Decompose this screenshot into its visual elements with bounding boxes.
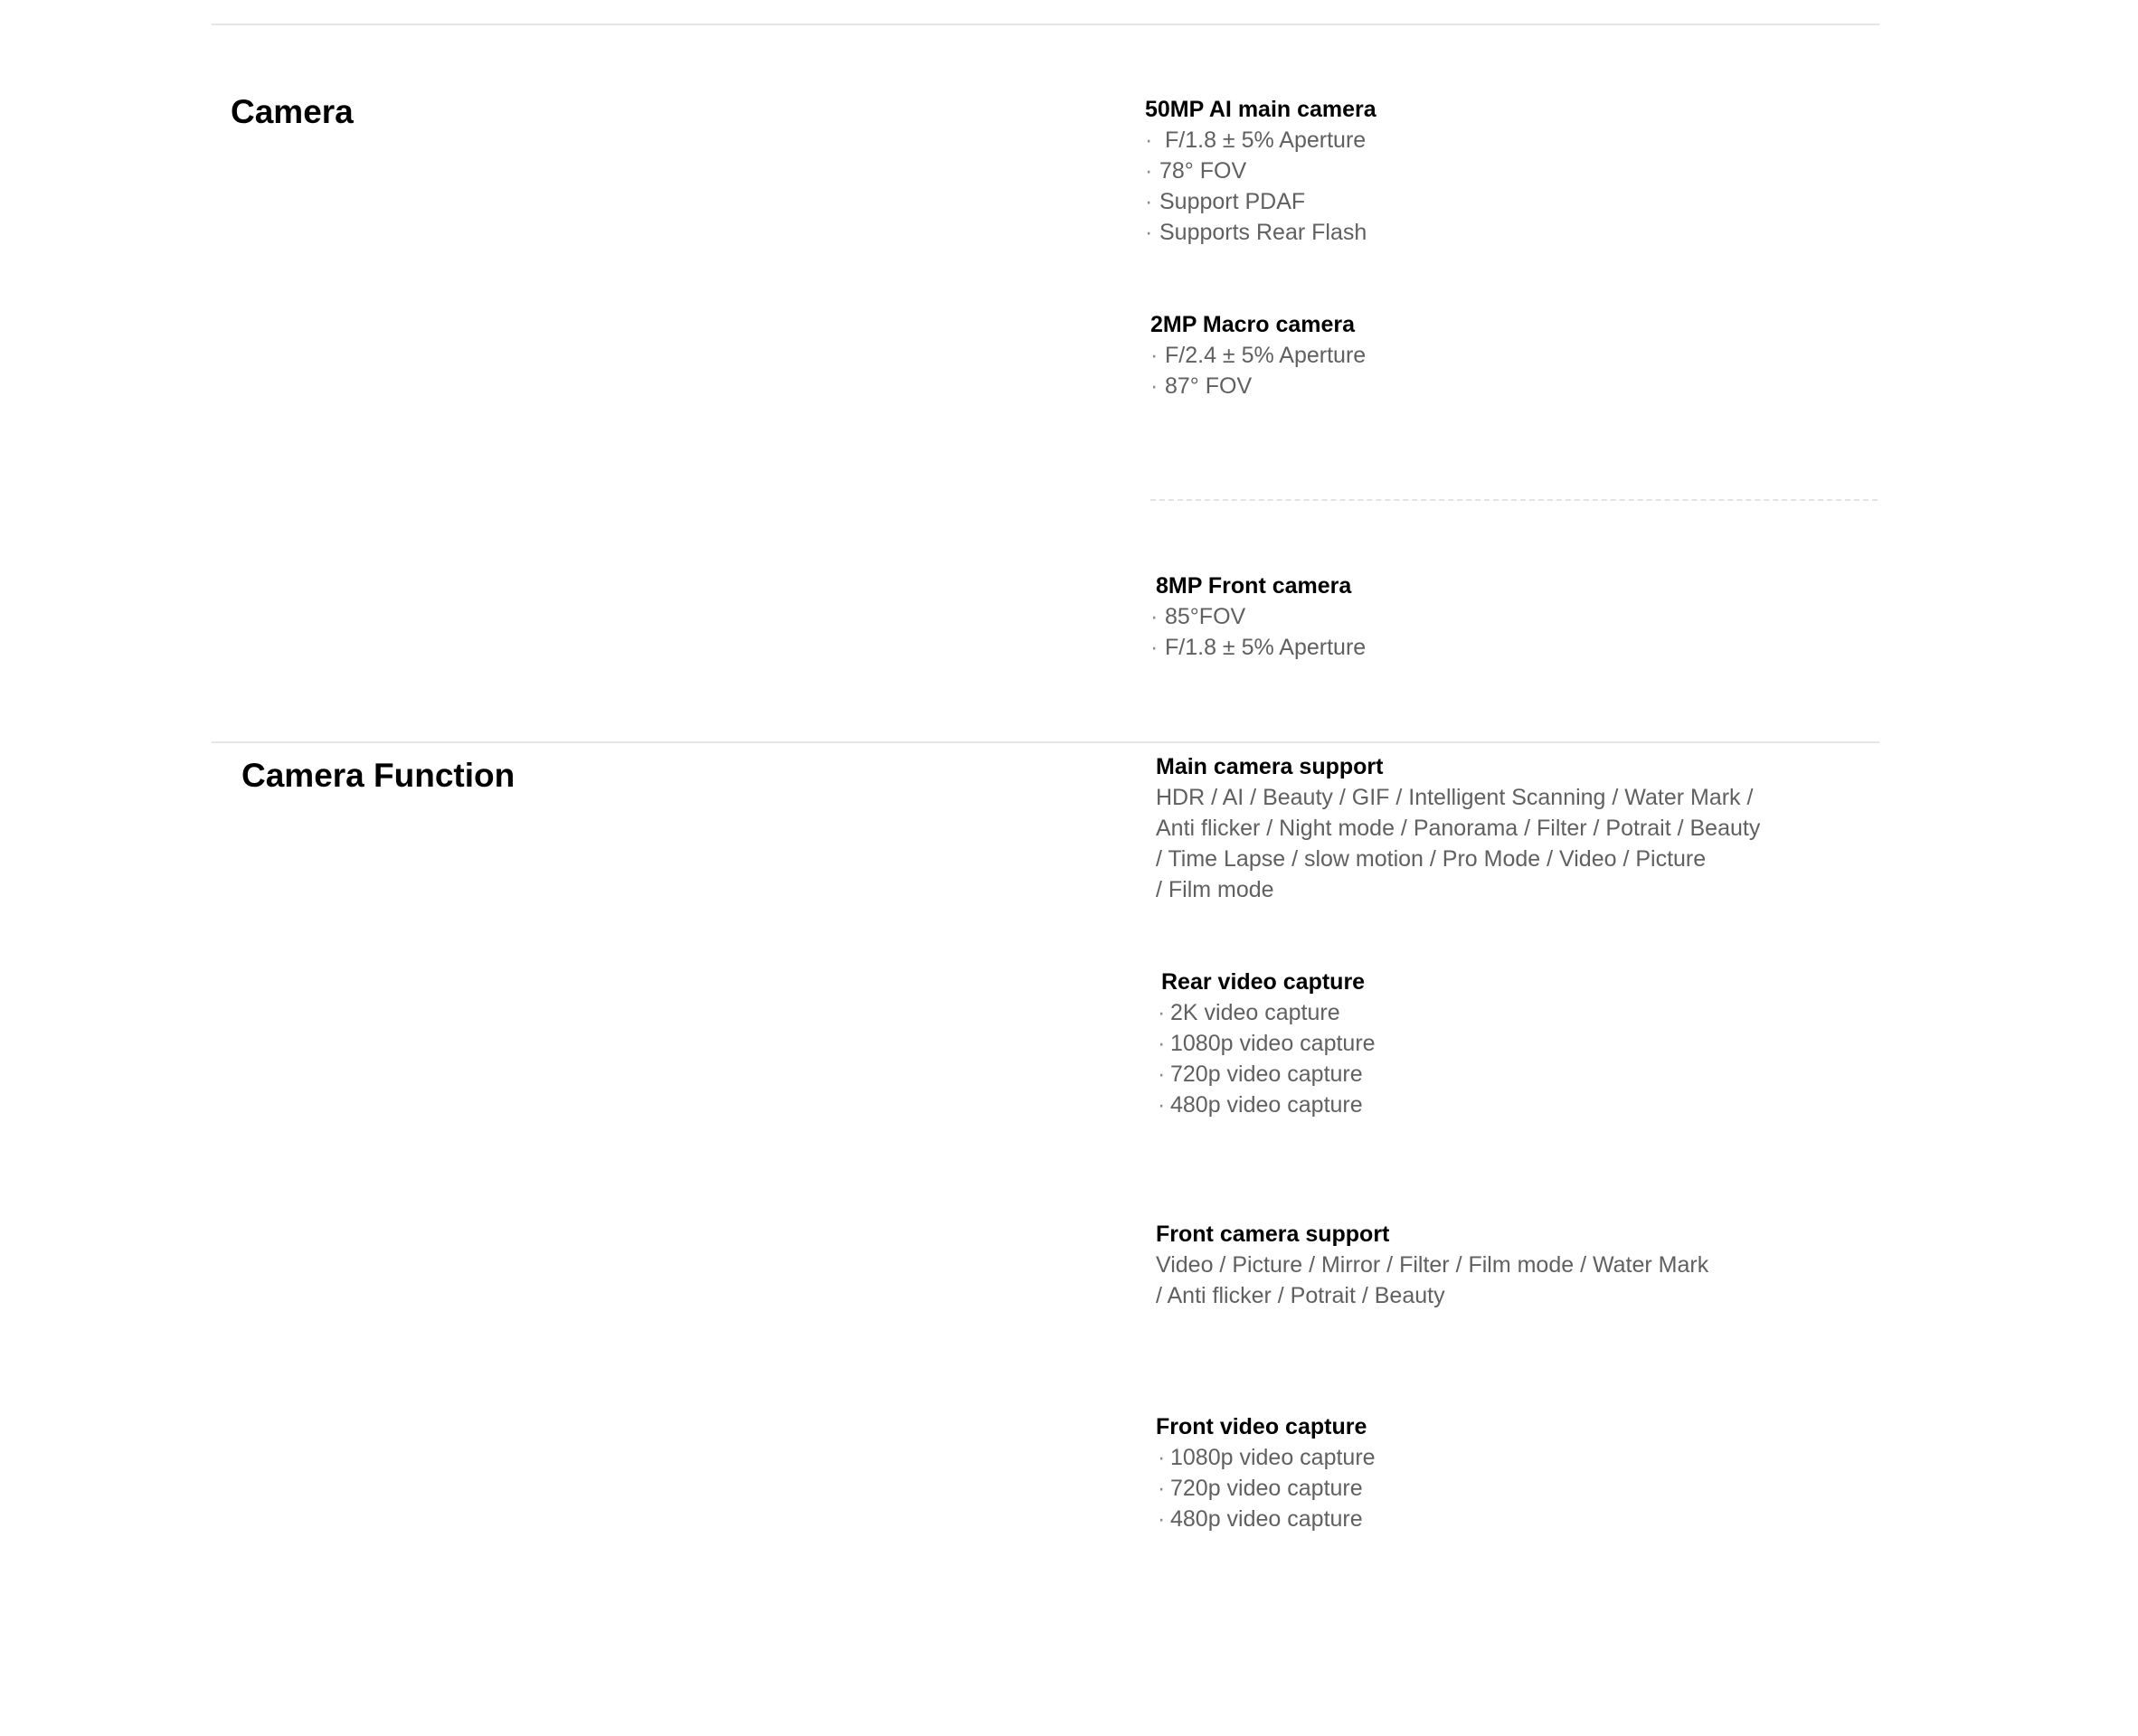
- spec-paragraph: HDR / AI / Beauty / GIF / Intelligent Scanning / Water Mark / Anti flicker / Night mode / Panorama / Filter / Potrait / Beauty / Time Lapse / slow motion / Pro Mode / Video / Picture / Film mode: [1156, 785, 1761, 902]
- front-camera-support-spec: [1156, 1219, 1708, 1311]
- spec-item: · 2K video capture: [1158, 1000, 1340, 1025]
- spec-heading: Rear video capture: [1161, 969, 1366, 995]
- spec-list: [1145, 125, 1376, 248]
- section-title-camera: Camera: [231, 93, 354, 130]
- spec-item: · Support PDAF: [1145, 189, 1306, 214]
- spec-item: · 87° FOV: [1150, 373, 1253, 399]
- spec-item: · 78° FOV: [1145, 158, 1247, 184]
- spec-item: · 1080p video capture: [1158, 1031, 1376, 1056]
- spec-item: · F/1.8 ± 5% Aperture: [1145, 127, 1367, 153]
- spec-heading: Main camera support: [1156, 754, 1384, 779]
- spec-item: · 85°FOV: [1150, 604, 1246, 629]
- spec-list: [1158, 997, 1376, 1120]
- spec-list: [1150, 340, 1366, 401]
- spec-item: · 1080p video capture: [1158, 1445, 1376, 1470]
- spec-heading: 8MP Front camera: [1156, 573, 1352, 599]
- top-divider: [212, 24, 1879, 25]
- spec-item: · F/2.4 ± 5% Aperture: [1150, 343, 1367, 368]
- spec-list: [1158, 1442, 1376, 1534]
- spec-heading: 50MP AI main camera: [1145, 97, 1376, 122]
- spec-item: · 720p video capture: [1158, 1061, 1363, 1087]
- spec-heading: Front video capture: [1156, 1414, 1367, 1439]
- spec-heading: 2MP Macro camera: [1150, 312, 1356, 337]
- spec-paragraph: Video / Picture / Mirror / Filter / Film mode / Water Mark / Anti flicker / Potrait / Beauty: [1156, 1252, 1709, 1308]
- spec-item: · 720p video capture: [1158, 1476, 1363, 1501]
- spec-item: · 480p video capture: [1158, 1092, 1363, 1118]
- spec-list: [1150, 601, 1366, 663]
- rear-video-capture-spec: [1158, 967, 1376, 1120]
- spec-heading: Front camera support: [1156, 1222, 1390, 1247]
- front-video-capture-spec: [1156, 1411, 1376, 1534]
- section-title-camera-function: Camera Function: [241, 757, 516, 794]
- spec-item: · Supports Rear Flash: [1145, 220, 1367, 245]
- dashed-divider: [1150, 499, 1878, 501]
- main-camera-support-spec: [1156, 751, 1760, 905]
- main-camera-spec: [1145, 94, 1376, 248]
- spec-item: · 480p video capture: [1158, 1506, 1363, 1532]
- section-divider: [212, 741, 1879, 743]
- front-camera-spec: [1150, 571, 1367, 663]
- spec-item: · F/1.8 ± 5% Aperture: [1150, 635, 1367, 660]
- macro-camera-spec: [1150, 309, 1366, 401]
